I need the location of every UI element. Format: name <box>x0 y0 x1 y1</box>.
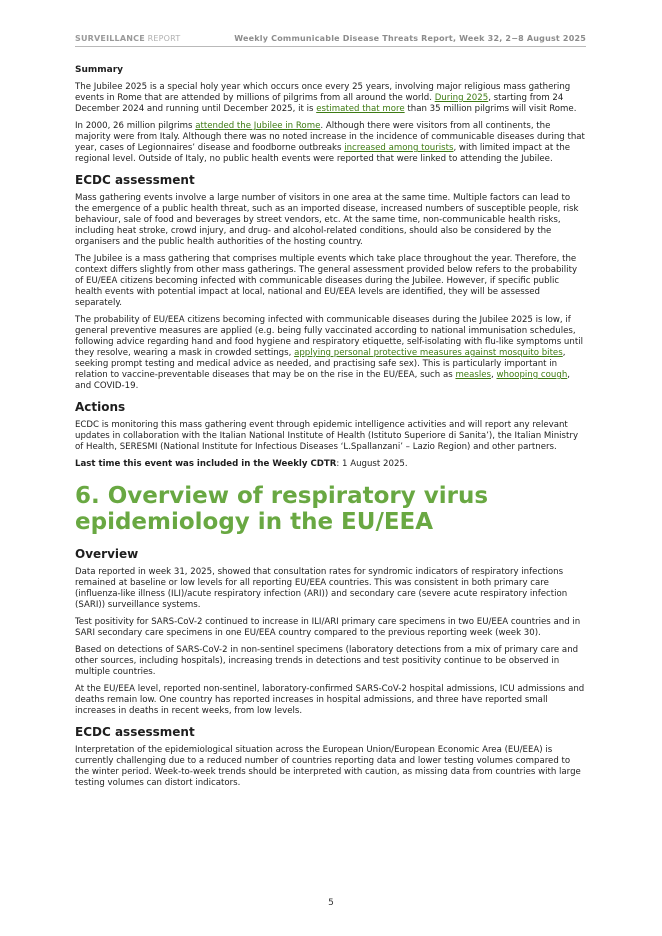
text: In 2000, 26 million pilgrims <box>75 121 196 131</box>
link-measles[interactable]: measles <box>455 370 491 380</box>
text: , with limited impact at the regional level. Outside of Italy, no public health events were reported that were linked to attending the Jubilee. <box>75 143 571 164</box>
header-report-title: Weekly Communicable Disease Threats Report, Week 32, 2−8 August 2025 <box>234 34 586 43</box>
ecdc-assessment-heading: ECDC assessment <box>75 173 195 187</box>
ecdc-assessment-heading-2: ECDC assessment <box>75 725 195 739</box>
summary-paragraph-1 <box>75 82 586 115</box>
link-whooping-cough[interactable]: whooping cough <box>496 370 568 380</box>
link-attended-jubilee[interactable]: attended the Jubilee in Rome <box>195 121 321 131</box>
overview-paragraph-4: At the EU/EEA level, reported non-sentinel, laboratory-confirmed SARS-CoV-2 hospital admissions, ICU admissions and deaths remain low. One country has reported increases in hospital admissions, and three have reported small increases in deaths in recent weeks, from low levels. <box>75 684 585 716</box>
last-time-label: Last time this event was included in the Weekly CDTR <box>75 459 337 469</box>
header-surveillance: SURVEILLANCE <box>75 34 145 43</box>
text: The Jubilee 2025 is a special holy year which occurs once every 25 years, involving major religious mass gathering events in Rome that are attended by millions of pilgrims from all around the world. <box>75 82 571 103</box>
text: , starting from 24 December 2024 and running until December 2025, it is <box>75 93 564 114</box>
text: than 35 million pilgrims will visit Rome. <box>404 104 577 114</box>
assessment-paragraph-3 <box>75 315 586 392</box>
last-time-value: : 1 August 2025. <box>336 459 408 469</box>
section-6-title: 6. Overview of respiratory virus epidemiology in the EU/EEA <box>75 483 489 535</box>
link-estimated-that-more[interactable]: estimated that more <box>316 104 405 114</box>
page-number: 5 <box>328 898 334 908</box>
text: . Although there were visitors from all continents, the majority were from Italy. Although there was no noted increase in the incidence of communicable diseases during that year, cases of Legionnaires’ disease and foodborne outbreaks <box>75 121 585 153</box>
actions-heading: Actions <box>75 400 126 414</box>
header-report-type <box>75 34 180 43</box>
assessment2-paragraph-1: Interpretation of the epidemiological situation across the European Union/European Economic Area (EU/EEA) is currently challenging due to a reduced number of countries reporting data and lower testing volumes compared to the winter period. Week-to-week trends should be interpreted with caution, as missing data from countries with large testing volumes can distort indicators. <box>75 745 581 788</box>
overview-paragraph-3: Based on detections of SARS-CoV-2 in non-sentinel specimens (laboratory detections from a mix of primary care and other sources, including hospitals), increasing trends in detections and test positivity continue to be observed in multiple countries. <box>75 645 579 677</box>
overview-paragraph-1: Data reported in week 31, 2025, showed that consultation rates for syndromic indicators of respiratory infections remained at baseline or low levels for all reporting EU/EEA countries. This was consistent in both primary care (influenza-like illness (ILI)/acute respiratory infection (ARI)) and secondary care (severe acute respiratory infection (SARI)) surveillance systems. <box>75 567 568 610</box>
text: , <box>491 370 497 380</box>
last-time-included <box>75 459 586 470</box>
overview-heading: Overview <box>75 547 139 561</box>
main-content <box>75 65 586 795</box>
header-report: REPORT <box>144 34 181 43</box>
link-mosquito-bites[interactable]: applying personal protective measures against mosquito bites <box>294 348 563 358</box>
overview-paragraph-2: Test positivity for SARS-CoV-2 continued to increase in ILI/ARI primary care specimens in two EU/EEA countries and in SARI secondary care specimens in one EU/EEA country compared to the previous reporting week (week 30). <box>75 617 581 638</box>
running-header <box>75 34 586 47</box>
text: , seeking prompt testing and medical advice as needed, and practising safe sex). This is particularly important in relation to vaccine-preventable diseases that may be on the rise in the EU/EEA, such as <box>75 348 566 380</box>
summary-heading: Summary <box>75 65 124 75</box>
assessment-paragraph-1: Mass gathering events involve a large number of visitors in one area at the same time. Multiple factors can lead to the emergence of a public health threat, such as an imported disease, increased numbers of susceptible people, risk behaviour, sale of food and beverages by street vendors, etc. At the same time, non-communicable health risks, including heat stroke, crowd injury, and drug- and alcohol-related conditions, should also be considered by the organisers and the public health authorities of the hosting country. <box>75 193 579 247</box>
summary-paragraph-2 <box>75 121 586 165</box>
text: The probability of EU/EEA citizens becoming infected with communicable diseases during the Jubilee 2025 is low, if general preventive measures are applied (e.g. being fully vaccinated according to national immunisation schedules, following advice regarding hand and food hygiene and respiratory etiquette, self-isolating with flu-like symptoms until they resolve, wearing a mask in crowded settings, <box>75 315 583 358</box>
link-during-2025[interactable]: During 2025 <box>434 93 489 103</box>
text: , and COVID-19. <box>75 370 571 391</box>
actions-paragraph: ECDC is monitoring this mass gathering event through epidemic intelligence activities and will report any relevant updates in collaboration with the Italian National Institute of Health (Istituto Superiore di Sanita’), the Italian Ministry of Health, SERESMI (National Institute for Infectious Diseases ‘L.Spallanzani’ – Lazio Region) and other partners. <box>75 420 579 452</box>
link-increased-among-tourists[interactable]: increased among tourists <box>344 143 454 153</box>
assessment-paragraph-2: The Jubilee is a mass gathering that comprises multiple events which take place throughout the year. Therefore, the context differs slightly from other mass gatherings. The general assessment provided below refers to the probability of EU/EEA citizens becoming infected with communicable diseases during the Jubilee. However, if specific public health events with potential impact at local, national and EU/EEA levels are identified, they will be assessed separately. <box>75 254 578 308</box>
